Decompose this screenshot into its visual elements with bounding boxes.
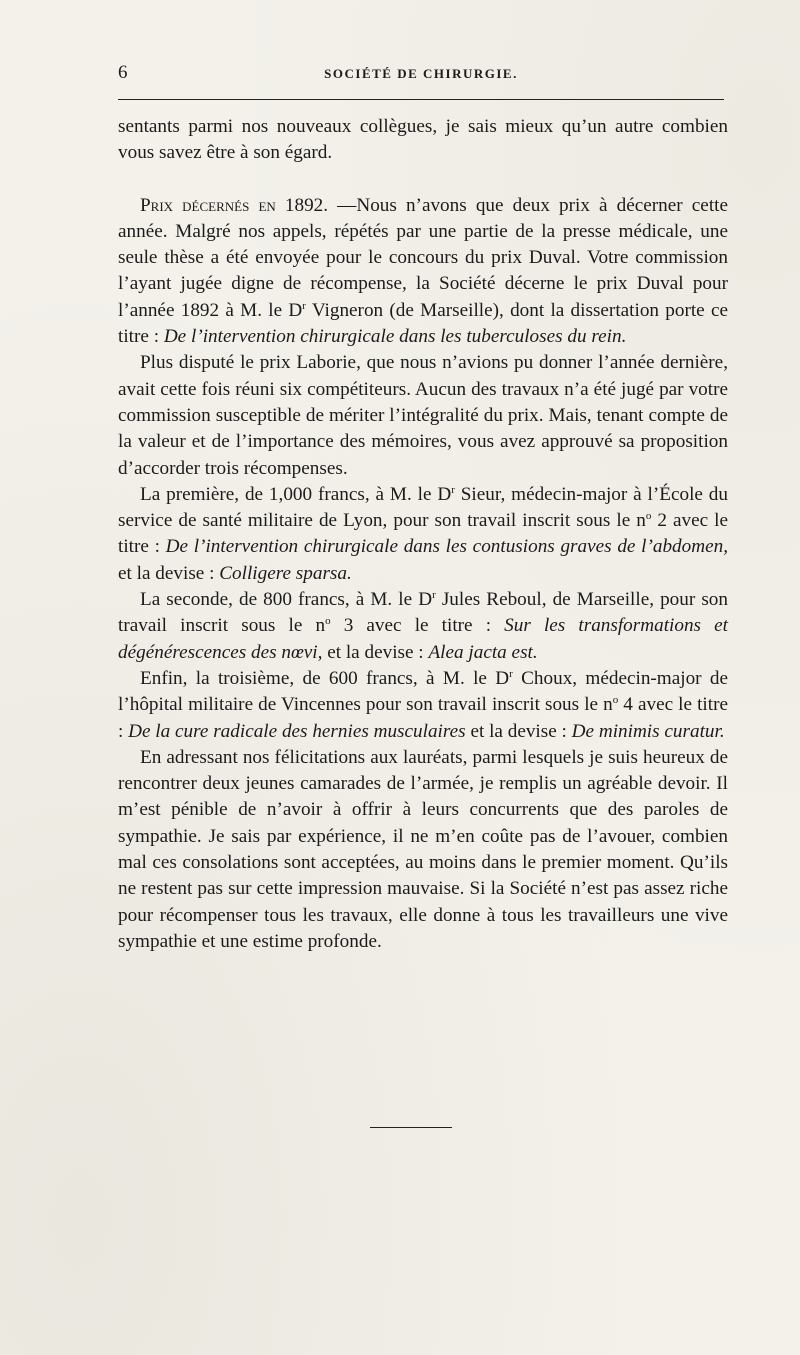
paragraph-text: La seconde, de 800 francs, à M. le D [140,589,433,611]
paragraph-text: et la devise : [465,720,572,742]
paragraph-laborie-prize [118,350,728,481]
work-title: De l’intervention chirurgicale dans les contusions graves de l’abdomen, [165,536,728,558]
paragraph-third-award [118,666,728,745]
page-header [118,60,724,90]
paragraph-text: Sieur, médecin-major à l’École du service de santé militaire de Lyon, pour son travail inscrit sous le n [118,483,728,532]
motto: Alea jacta est. [428,641,538,663]
paragraph-second-award [118,587,728,666]
section-lead: Prix décernés en [140,194,276,216]
body-text [118,114,728,955]
paragraph-text: Vigneron (de Marseille), dont la dissertation porte ce titre : [118,299,728,348]
motto: De minimis curatur. [571,720,725,742]
running-head: SOCIÉTÉ DE CHIRURGIE. [324,66,518,81]
superscript: r [302,299,306,312]
paragraph-text: 1892. —Nous n’avons que deux prix à décerner cette année. Malgré nos appels, répétés par une partie de la presse médicale, une seule thèse a été envoyée pour le concours du prix Duval. Votre commission l’ayant jugée digne de récompense, la Société décerne le prix Duval pour l’année 1892 à M. le D [118,194,729,321]
paragraph-first-award [118,482,728,587]
superscript: o [325,615,331,628]
work-title: Sur les transformations et dégénérescences des nœvi, [118,615,728,663]
paragraph-text: Enfin, la troisième, de 600 francs, à M. le D [140,667,510,689]
paragraph-text: Jules Reboul, de Marseille, pour son travail inscrit sous le n [118,589,728,637]
superscript: o [612,694,619,707]
paragraph-text: 3 avec le titre : [330,615,505,637]
superscript: o [645,510,652,523]
paragraph-text: 4 avec le titre : [118,694,729,742]
paragraph-continuation [118,114,728,167]
superscript: r [509,667,513,680]
page-number: 6 [118,62,128,83]
paragraph-text: Choux, médecin-major de l’hôpital militaire de Vincennes pour son travail inscrit sous le n [118,667,728,716]
paragraph-text: 2 avec le titre : [118,510,728,558]
work-title: De la cure radicale des hernies musculaires [128,720,466,742]
paragraph-text: et la devise : [322,641,429,663]
motto: Colligere sparsa. [219,562,352,584]
thesis-title: De l’intervention chirurgicale dans les tuberculoses du rein. [163,326,627,348]
paragraph-prizes-awarded [118,193,728,351]
paragraph-text: La première, de 1,000 francs, à M. le D [140,483,452,505]
superscript: r [432,589,436,602]
paragraph-text: Plus disputé le prix Laborie, que nous n’avions pu donner l’année dernière, avait cette fois réuni six compétiteurs. Aucun des travaux n’a été jugé par votre commission susceptible de mériter l’intégralité du prix. Mais, tenant compte de la valeur et de l’importance des mémoires, vous avez approuvé sa proposition d’accorder trois récompenses. [118,352,728,479]
paragraph-text: En adressant nos félicitations aux lauréats, parmi lesquels je suis heureux de rencontrer deux jeunes camarades de l’armée, je remplis un agréable devoir. Il m’est pénible de n’avoir à offrir à leurs concurrents que des paroles de sympathie. Je sais par expérience, il ne m’en coûte pas de l’avouer, combien mal ces consolations sont acceptées, au moins dans le premier moment. Qu’ils ne restent pas sur cette impression mauvaise. Si la Société n’est pas assez riche pour récompenser tous les travaux, elle donne à tous les travailleurs une vive sympathie et une estime profonde. [118,746,728,952]
paragraph-text: et la devise : [118,562,220,584]
superscript: r [451,483,455,496]
end-rule [370,1127,452,1128]
paragraph-text: sentants parmi nos nouveaux collègues, je sais mieux qu’un autre combien vous savez être à son égard. [118,116,728,164]
paragraph-closing [118,745,728,955]
header-rule [118,99,724,100]
